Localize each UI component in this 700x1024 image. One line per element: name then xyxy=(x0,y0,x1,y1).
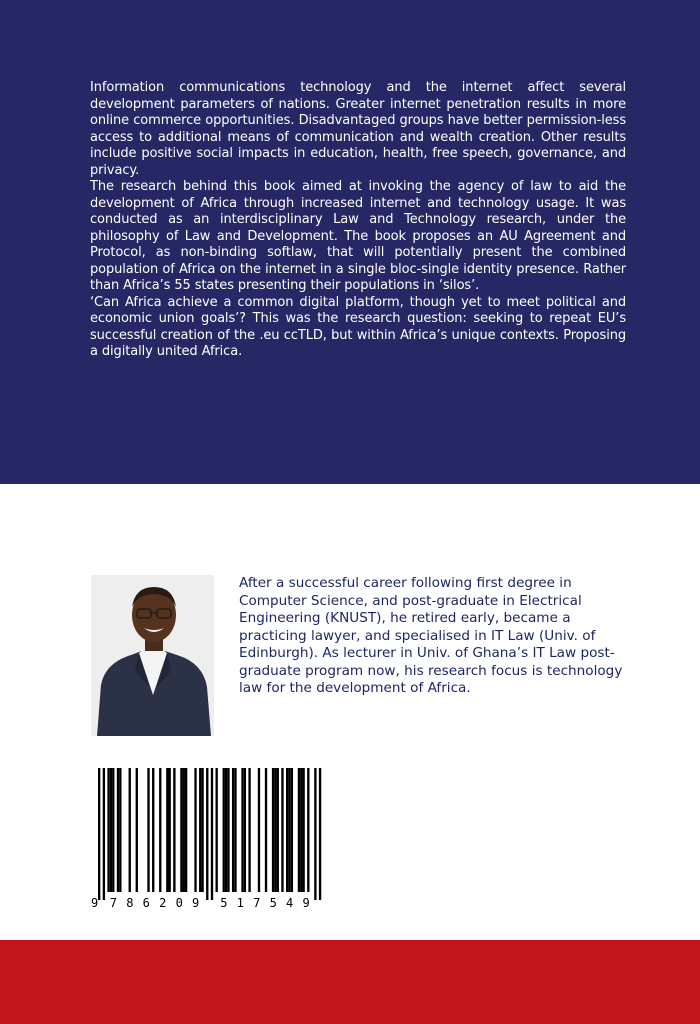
blurb-paragraph-2: The research behind this book aimed at invoking the agency of law to aid the development of Africa through increased internet and technology usage. It was conducted as an interdisciplinary Law and Technology research, under the philosophy of Law and Development. The book proposes an AU Agreement and Protocol, as non-binding softlaw, that will potentially present the combined population of Africa on the internet in a single bloc-single identity presence. Rather than Africa’s 55 states presenting their populations in ‘silos’. xyxy=(90,179,626,293)
barcode-digit: 5 xyxy=(269,896,277,910)
author-photo-illustration xyxy=(91,575,214,736)
barcode-bar xyxy=(136,768,138,892)
barcode-bar xyxy=(288,768,290,892)
blurb-paragraph-1: Information communications technology and the internet affect several development parameters of nations. Greater internet penetration results in more online commerce opportunities. Disadvantaged groups have better permission-less access to additional means of communication and wealth creation. Other results include positive social impacts in education, health, free speech, governance, and privacy. xyxy=(90,80,626,178)
author-bio: After a successful career following first degree in Computer Science, and post-graduate in Electrical Engineering (KNUST), he retired early, became a practicing lawyer, and specialised in IT Law (Univ. of Edinburgh). As lecturer in Univ. of Ghana’s IT Law post-graduate program now, his research focus is technology law for the development of Africa. xyxy=(239,575,623,696)
blurb-panel xyxy=(0,0,700,484)
barcode-digit: 9 xyxy=(91,896,99,910)
barcode-bar xyxy=(185,768,187,892)
barcode-graphic xyxy=(88,766,328,912)
barcode-digit: 1 xyxy=(236,896,244,910)
book-blurb xyxy=(90,80,626,361)
barcode-bar xyxy=(274,768,276,892)
barcode-digit: 0 xyxy=(175,896,183,910)
barcode-bar xyxy=(98,768,100,900)
barcode-bar xyxy=(248,768,250,892)
barcode-bar xyxy=(258,768,260,892)
barcode-bar xyxy=(159,768,161,892)
barcode-bar xyxy=(129,768,131,892)
barcode-digit: 7 xyxy=(253,896,261,910)
barcode-bar xyxy=(244,768,246,892)
barcode-bar xyxy=(302,768,304,892)
barcode-digit: 7 xyxy=(109,896,118,910)
barcode-bar xyxy=(234,768,236,892)
author-photo xyxy=(91,575,214,736)
barcode-digit: 9 xyxy=(192,896,200,910)
barcode-bar xyxy=(314,768,316,900)
barcode-digit: 4 xyxy=(286,896,294,910)
barcode-bar xyxy=(119,768,121,892)
barcode-bar xyxy=(232,768,234,892)
barcode-bar xyxy=(194,768,196,892)
barcode-digit: 5 xyxy=(220,896,228,910)
barcode-bar xyxy=(110,768,112,892)
barcode-bar xyxy=(147,768,149,892)
barcode-bar xyxy=(199,768,201,892)
barcode-bar xyxy=(173,768,175,892)
barcode-bar xyxy=(223,768,225,892)
barcode-bar xyxy=(103,768,105,900)
barcode-bar xyxy=(272,768,274,892)
barcode-bar xyxy=(206,768,208,900)
barcode-bar xyxy=(286,768,288,892)
barcode-bar xyxy=(281,768,283,892)
barcode-bar xyxy=(201,768,203,892)
barcode-bar xyxy=(307,768,309,892)
barcode-bar xyxy=(117,768,119,892)
barcode-bar xyxy=(211,768,213,900)
barcode-bar xyxy=(319,768,321,900)
barcode-bar xyxy=(227,768,229,892)
barcode-bar xyxy=(107,768,109,892)
barcode-digit: 6 xyxy=(142,896,150,910)
barcode-bar xyxy=(241,768,243,892)
barcode-digit: 9 xyxy=(302,896,310,910)
barcode-bar xyxy=(169,768,171,892)
barcode-bar xyxy=(277,768,279,892)
barcode-bar xyxy=(291,768,293,892)
barcode-bar xyxy=(216,768,218,892)
isbn-barcode xyxy=(88,766,328,912)
barcode-digit: 2 xyxy=(159,896,167,910)
barcode-bar xyxy=(166,768,168,892)
barcode-bar xyxy=(112,768,114,892)
barcode-bar xyxy=(152,768,154,892)
blurb-paragraph-3: ‘Can Africa achieve a common digital platform, though yet to meet political and economic union goals’? This was the research question: seeking to repeat EU’s successful creation of the .eu ccTLD, but within Africa’s unique contexts. Proposing a digitally united Africa. xyxy=(90,294,626,359)
barcode-bar xyxy=(180,768,182,892)
barcode-bar xyxy=(265,768,267,892)
red-footer-band xyxy=(0,940,700,1024)
barcode-bar xyxy=(300,768,302,892)
barcode-bar xyxy=(183,768,185,892)
barcode-bar xyxy=(225,768,227,892)
barcode-digit: 8 xyxy=(126,896,134,910)
barcode-bar xyxy=(298,768,300,892)
